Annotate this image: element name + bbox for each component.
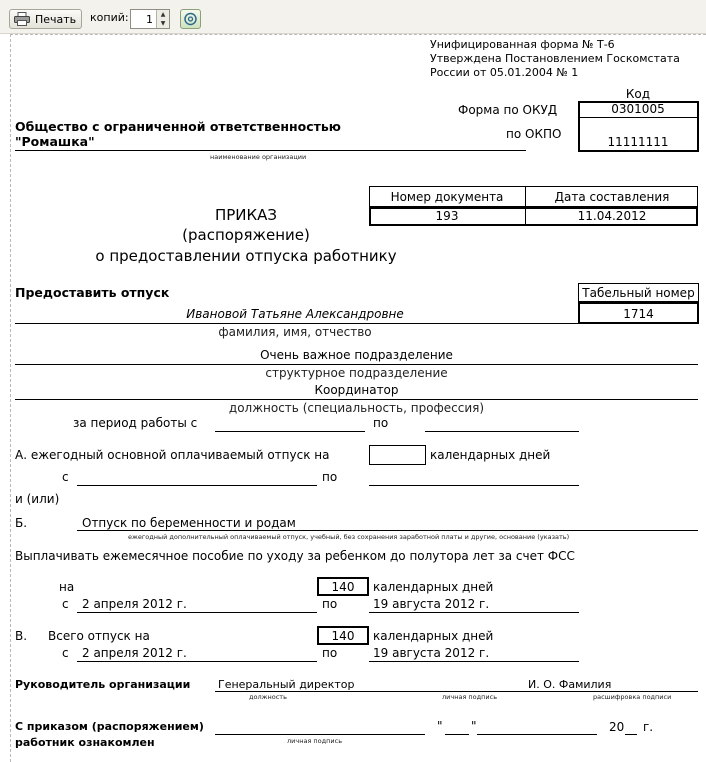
section-v-to-value: 19 августа 2012 г.: [373, 646, 490, 660]
email-icon: [181, 10, 200, 28]
send-email-button[interactable]: [180, 9, 201, 29]
section-b-days-label: календарных дней: [373, 580, 494, 594]
copies-value: 1: [146, 13, 153, 26]
section-v-days-label: календарных дней: [373, 629, 494, 643]
doc-date-header: Дата составления: [554, 190, 670, 204]
section-v-days-value: 140: [331, 629, 355, 643]
position-caption: должность (специальность, профессия): [228, 401, 485, 415]
section-v-from-label: с: [62, 646, 69, 660]
form-line-1: Унифицированная форма № Т-6: [430, 38, 615, 51]
section-a-days-box: [369, 445, 426, 465]
section-b-from-value: 2 апреля 2012 г.: [82, 597, 187, 611]
year-prefix: 20: [609, 720, 625, 734]
section-a-to-label: по: [322, 470, 338, 484]
section-v-from-value: 2 апреля 2012 г.: [82, 646, 187, 660]
spinner-arrows-icon[interactable]: ▲ ▼: [156, 10, 169, 28]
org-name-line-1: Общество с ограниченной ответственностью: [15, 119, 341, 134]
title-line-1: ПРИКАЗ: [214, 206, 278, 224]
okpo-value: 11111111: [607, 135, 669, 149]
year-suffix: г.: [643, 720, 654, 734]
section-b-on-label: на: [59, 580, 75, 594]
doc-date-value: 11.04.2012: [577, 209, 647, 223]
doc-number-value: 193: [435, 209, 459, 223]
period-label: за период работы с: [73, 416, 198, 430]
title-line-3: о предоставлении отпуска работнику: [95, 247, 397, 265]
section-a-from-label: с: [62, 470, 69, 484]
okpo-label: по ОКПО: [506, 127, 562, 141]
position: Координатор: [314, 383, 399, 397]
section-a-days-label: календарных дней: [430, 448, 551, 462]
okud-value: 0301005: [611, 102, 665, 116]
copies-spinner[interactable]: [130, 9, 170, 29]
decode-caption: расшифровка подписи: [593, 693, 672, 701]
section-b-label: Б.: [15, 516, 28, 530]
print-button-label: Печать: [35, 12, 77, 26]
employee-name: Ивановой Татьяне Александровне: [186, 307, 404, 321]
org-name-line-2: "Ромашка": [15, 134, 95, 149]
benefit-text: Выплачивать ежемесячное пособие по уходу за ребенком до полутора лет за счет ФСС: [15, 549, 575, 563]
section-b-from-label: с: [62, 597, 69, 611]
tab-number-header: Табельный номер: [582, 286, 695, 300]
toolbar: [0, 0, 706, 34]
printer-icon: [14, 12, 30, 26]
total-label: Всего отпуск на: [48, 629, 150, 643]
okud-label: Форма по ОКУД: [458, 103, 558, 117]
quote-close: ": [471, 719, 477, 733]
title-line-2: (распоряжение): [182, 226, 310, 244]
document-sheet: [10, 34, 706, 762]
print-button[interactable]: [9, 9, 82, 29]
department-caption: структурное подразделение: [265, 366, 448, 380]
section-b-days-value: 140: [331, 580, 355, 594]
head-name: И. О. Фамилия: [528, 678, 612, 691]
doc-number-header: Номер документа: [390, 190, 504, 204]
form-line-2: Утверждена Постановлением Госкомстата: [430, 52, 680, 65]
or-label: и (или): [15, 492, 60, 506]
section-b-to-label: по: [322, 597, 338, 611]
period-to-label: по: [373, 416, 389, 430]
head-position: Генеральный директор: [218, 678, 355, 691]
quote-open: ": [437, 719, 443, 733]
department: Очень важное подразделение: [260, 348, 453, 362]
tab-number-value: 1714: [623, 307, 654, 321]
org-caption: наименование организации: [210, 153, 307, 161]
ack-sign-caption: личная подпись: [287, 737, 343, 745]
form-line-3: России от 05.01.2004 № 1: [430, 66, 579, 79]
head-label: Руководитель организации: [15, 678, 191, 691]
section-b-caption: ежегодный дополнительный оплачиваемый отпуск, учебный, без сохранения заработной платы и другие, основание (указать): [128, 533, 570, 541]
code-header: Код: [625, 87, 651, 101]
position-caption-sign: должность: [249, 693, 287, 701]
grant-label: Предоставить отпуск: [15, 285, 170, 300]
section-v-to-label: по: [322, 646, 338, 660]
sign-caption: личная подпись: [442, 693, 498, 701]
section-a-label: А. ежегодный основной оплачиваемый отпуск на: [15, 448, 330, 462]
section-v-label: В.: [15, 629, 28, 643]
copies-label: копий:: [90, 11, 129, 24]
section-b-to-value: 19 августа 2012 г.: [373, 597, 490, 611]
employee-name-caption: фамилия, имя, отчество: [218, 325, 372, 339]
ack-line-1: С приказом (распоряжением): [15, 720, 204, 733]
ack-line-2: работник ознакомлен: [15, 736, 155, 749]
section-b-value: Отпуск по беременности и родам: [82, 516, 296, 530]
